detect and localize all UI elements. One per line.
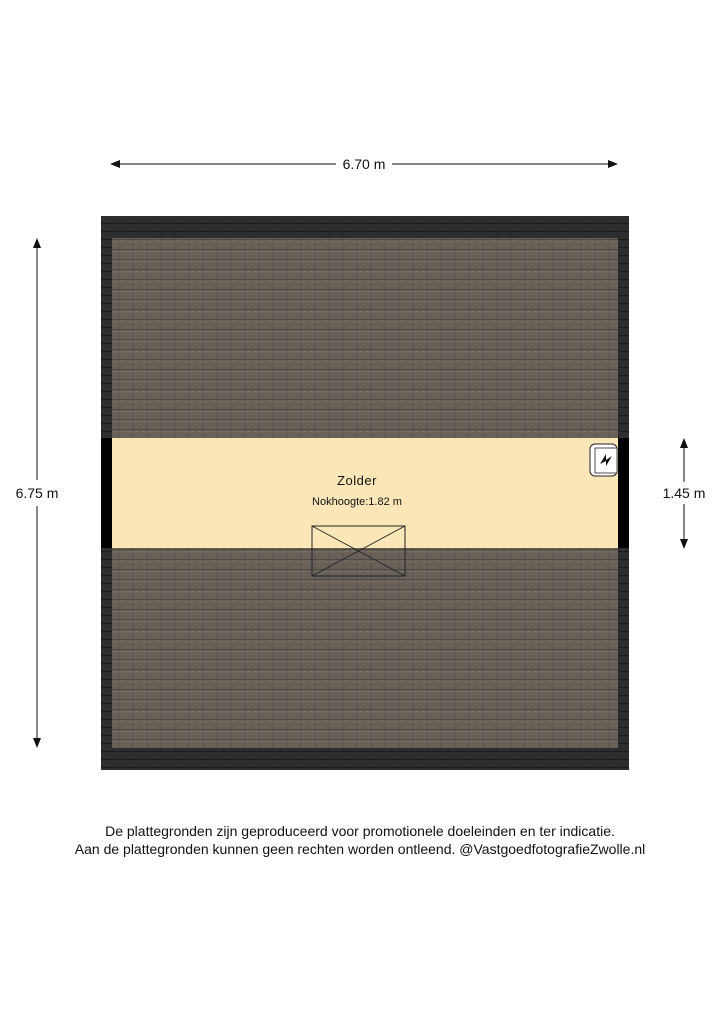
room-name: Zolder — [337, 473, 377, 488]
ridge-height: Nokhoogte:1.82 m — [312, 496, 402, 508]
disclaimer-line-2: Aan de plattegronden kunnen geen rechten worden ontleend. @VastgoedfotografieZwolle.nl — [74, 841, 646, 857]
width-dimension — [110, 156, 618, 172]
disclaimer — [0, 822, 720, 858]
roof-upper-slope — [112, 238, 618, 438]
height-label: 6.75 m — [15, 485, 59, 501]
dormer-dimension — [663, 438, 706, 549]
room-zolder — [101, 438, 629, 548]
width-label: 6.70 m — [342, 156, 386, 172]
dormer-label: 1.45 m — [662, 485, 706, 501]
roof-lower-slope — [112, 548, 618, 748]
height-dimension — [16, 238, 59, 748]
disclaimer-line-1: De plattegronden zijn geproduceerd voor promotionele doeleinden en ter indicatie. — [105, 823, 615, 839]
boiler-icon — [590, 444, 617, 476]
